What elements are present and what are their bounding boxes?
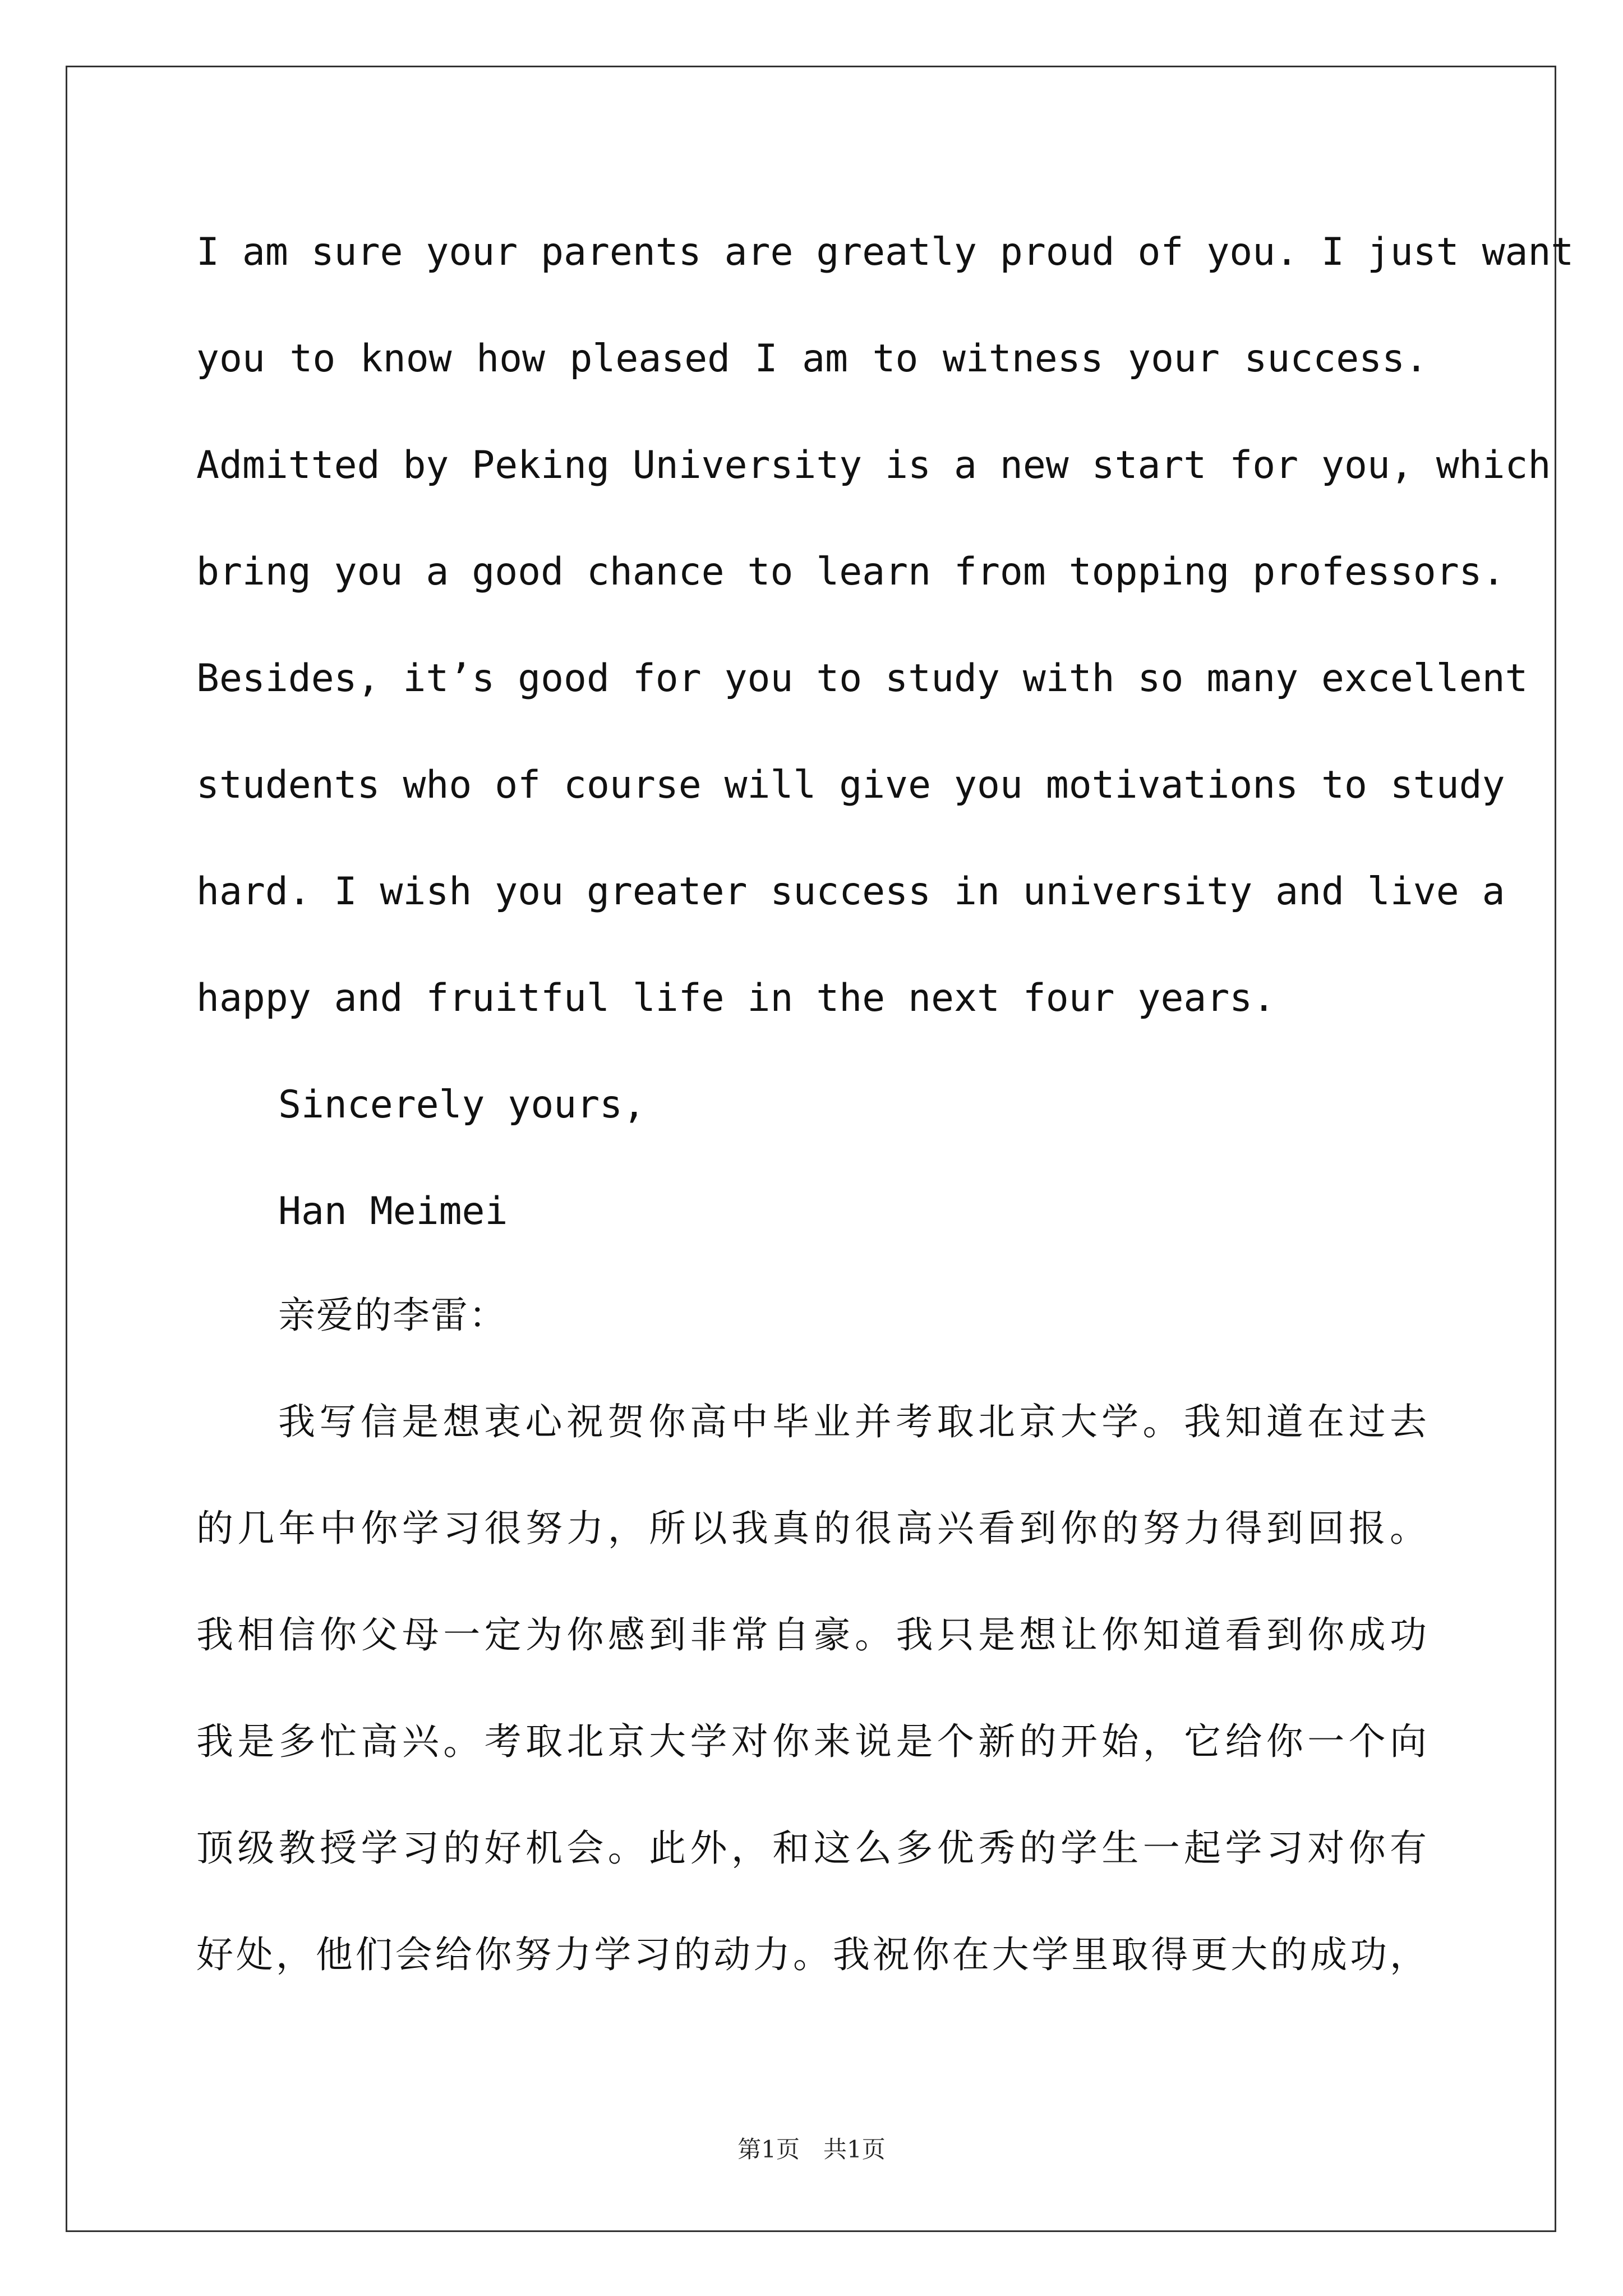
- en-paragraph-line: students who of course will give you motivations to study: [196, 763, 1505, 807]
- page-indicator: 第1页 共1页: [737, 2136, 886, 2163]
- en-paragraph-line: bring you a good chance to learn from topping professors.: [196, 550, 1505, 594]
- zh-greeting: 亲爱的李雷：: [278, 1294, 507, 1337]
- en-paragraph-line: I am sure your parents are greatly proud of you. I just want: [196, 230, 1574, 274]
- page-border: [66, 66, 1574, 2232]
- en-paragraph-line: Besides, it’s good for you to study with so many excellent: [196, 656, 1528, 701]
- en-paragraph-line: you to know how pleased I am to witness your success.: [196, 337, 1428, 381]
- zh-paragraph-line: 我写信是想衷心祝贺你高中毕业并考取北京大学。我知道在过去: [278, 1400, 1428, 1443]
- signature-text: Han Meimei: [278, 1189, 508, 1234]
- zh-paragraph-line: 我是多忙高兴。考取北京大学对你来说是个新的开始，它给你一个向: [196, 1720, 1428, 1763]
- zh-paragraph-line: 我相信你父母一定为你感到非常自豪。我只是想让你知道看到你成功: [196, 1613, 1428, 1657]
- en-paragraph-line: Admitted by Peking University is a new start for you, which: [196, 443, 1551, 487]
- en-paragraph-line: happy and fruitful life in the next four years.: [196, 976, 1276, 1020]
- en-paragraph-line: hard. I wish you greater success in university and live a: [196, 869, 1505, 914]
- closing-text: Sincerely yours,: [278, 1083, 646, 1127]
- zh-paragraph-line: 的几年中你学习很努力，所以我真的很高兴看到你的努力得到回报。: [196, 1507, 1428, 1550]
- zh-paragraph-line: 顶级教授学习的好机会。此外，和这么多优秀的学生一起学习对你有: [196, 1826, 1428, 1870]
- zh-paragraph-line: 好处，他们会给你努力学习的动力。我祝你在大学里取得更大的成功，: [196, 1933, 1428, 1976]
